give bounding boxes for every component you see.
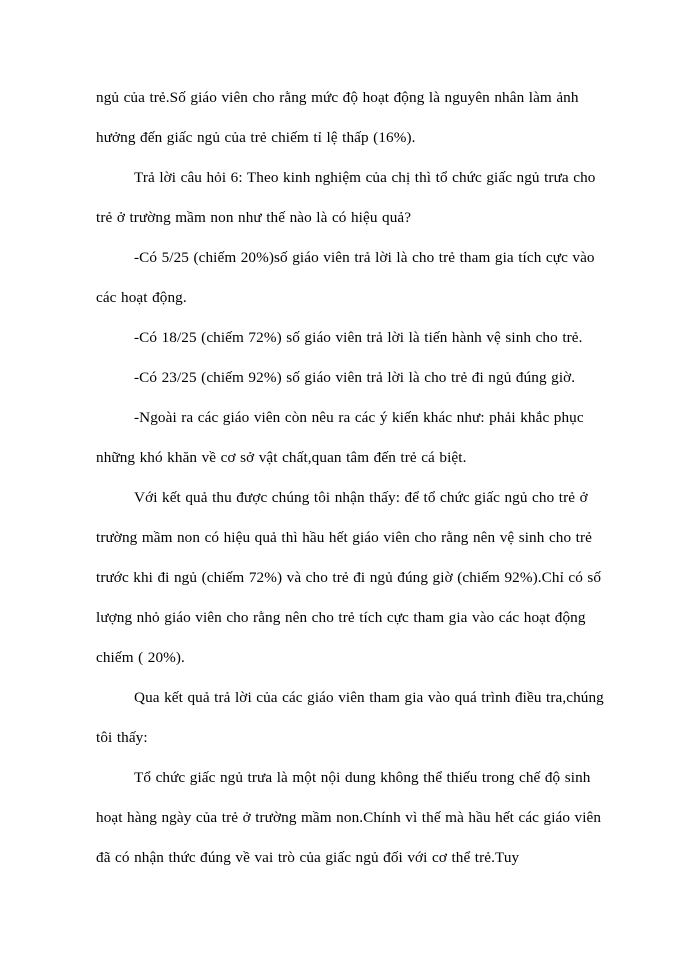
paragraph: Với kết quả thu được chúng tôi nhận thấy: để tổ chức giấc ngủ cho trẻ ở trường mầm non có hiệu quả thì hầu hết giáo viên cho rằng nên vệ sinh cho trẻ trước khi đi ngủ (chiếm 72%) và cho trẻ đi ngủ đúng giờ (chiếm 92%).Chỉ có số lượng nhỏ giáo viên cho rằng nên cho trẻ tích cực tham gia vào các hoạt động chiếm ( 20%). — [96, 489, 602, 666]
document-text-body — [96, 78, 608, 878]
paragraph: -Có 18/25 (chiếm 72%) số giáo viên trả lời là tiến hành vệ sinh cho trẻ. — [134, 329, 583, 346]
paragraph: -Ngoài ra các giáo viên còn nêu ra các ý kiến khác như: phải khắc phục những khó khăn về cơ sở vật chất,quan tâm đến trẻ cá biệt. — [96, 409, 584, 466]
paragraph: -Có 5/25 (chiếm 20%)số giáo viên trả lời là cho trẻ tham gia tích cực vào các hoạt động. — [96, 249, 595, 306]
paragraph: -Có 23/25 (chiếm 92%) số giáo viên trả lời là cho trẻ đi ngủ đúng giờ. — [134, 369, 576, 386]
paragraph: Qua kết quả trả lời của các giáo viên tham gia vào quá trình điều tra,chúng tôi thấy: — [96, 689, 604, 746]
paragraph: Tổ chức giấc ngủ trưa là một nội dung không thể thiếu trong chế độ sinh hoạt hàng ngày của trẻ ở trường mầm non.Chính vì thế mà hầu hết các giáo viên đã có nhận thức đúng về vai trò của giấc ngủ đối với cơ thể trẻ.Tuy — [96, 769, 602, 866]
paragraph: Trả lời câu hỏi 6: Theo kinh nghiệm của chị thì tổ chức giấc ngủ trưa cho trẻ ở trường mầm non như thế nào là có hiệu quả? — [96, 169, 596, 226]
paragraph: ngủ của trẻ.Số giáo viên cho rằng mức độ hoạt động là nguyên nhân làm ảnh hưởng đến giấc ngủ của trẻ chiếm tỉ lệ thấp (16%). — [96, 89, 579, 146]
